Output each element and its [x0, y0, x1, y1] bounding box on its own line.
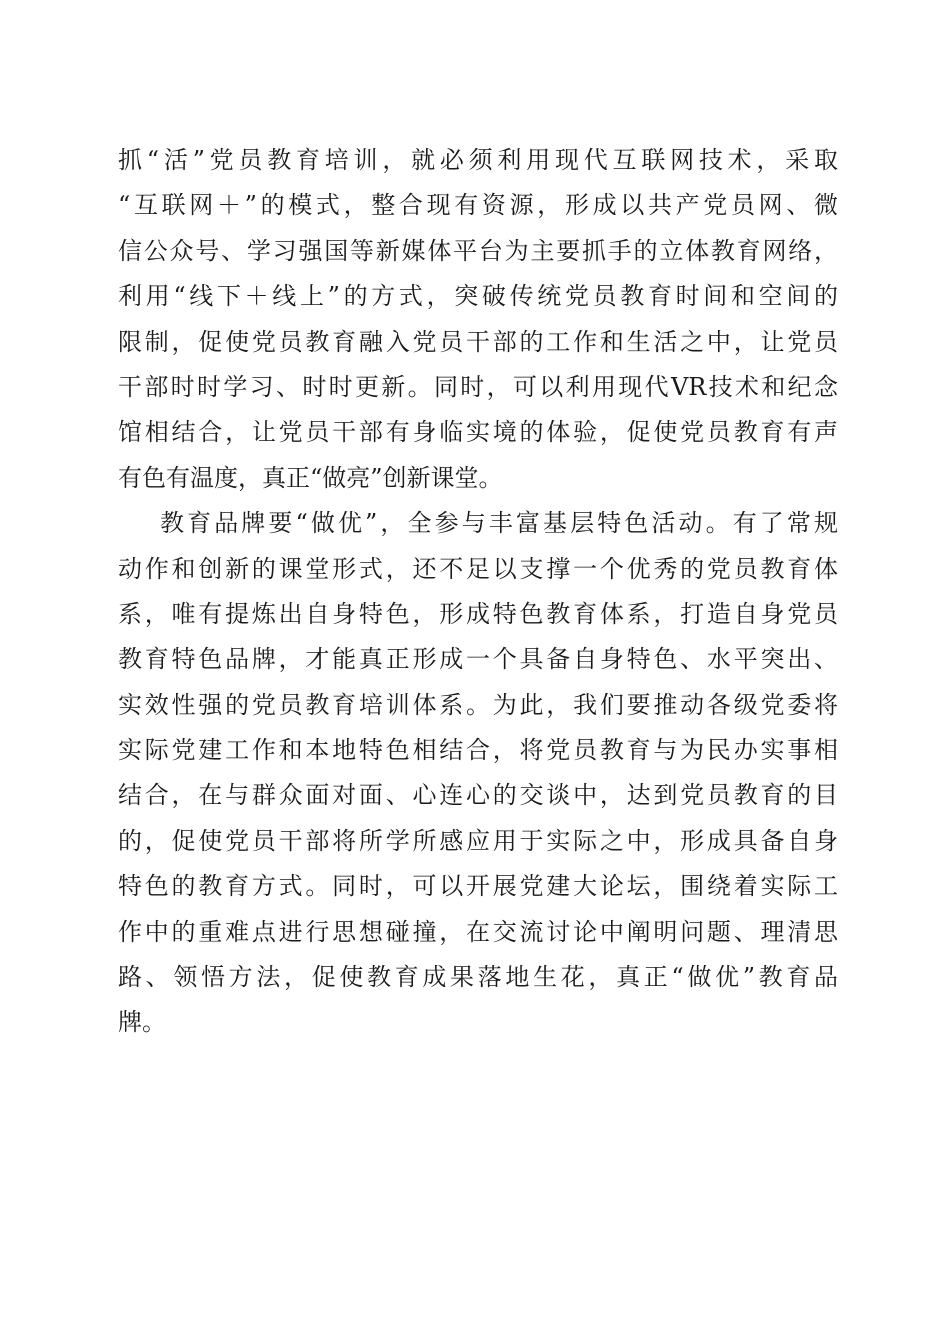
paragraph-line: 系，唯有提炼出自身特色，形成特色教育体系，打造自身党员 [118, 599, 838, 628]
paragraph-line: 作中的重难点进行思想碰撞，在交流讨论中阐明问题、理清思 [118, 917, 838, 946]
paragraph-line: 抓“活”党员教育培训，就必须利用现代互联网技术，采取 [118, 146, 838, 174]
paragraph-line: 信公众号、学习强国等新媒体平台为主要抓手的立体教育网络， [118, 236, 838, 265]
paragraph-line: 的，促使党员干部将所学所感应用于实际之中，形成具备自身 [118, 826, 838, 855]
paragraph-line: 利用“线下＋线上”的方式，突破传统党员教育时间和空间的 [118, 282, 838, 311]
paragraph-line: 实际党建工作和本地特色相结合，将党员教育与为民办实事相 [118, 736, 838, 765]
paragraph-line: “互联网＋”的模式，整合现有资源，形成以共产党员网、微 [118, 191, 838, 220]
paragraph-line: 特色的教育方式。同时，可以开展党建大论坛，围绕着实际工 [118, 872, 838, 901]
paragraph-1 [118, 138, 838, 501]
paragraph-2 [118, 501, 838, 1046]
paragraph-line: 馆相结合，让党员干部有身临实境的体验，促使党员教育有声 [118, 418, 838, 447]
paragraph-line: 教育特色品牌，才能真正形成一个具备自身特色、水平突出、 [118, 645, 838, 674]
paragraph-line: 结合，在与群众面对面、心连心的交谈中，达到党员教育的目 [118, 781, 838, 810]
paragraph-line: 教育品牌要“做优”，全参与丰富基层特色活动。有了常规 [160, 509, 838, 538]
paragraph-line: 路、领悟方法，促使教育成果落地生花，真正“做优”教育品 [118, 963, 838, 992]
paragraph-line: 牌。 [118, 1008, 166, 1037]
paragraph-line: 限制，促使党员教育融入党员干部的工作和生活之中，让党员 [118, 327, 838, 356]
body-text [118, 138, 838, 1046]
paragraph-line: 有色有温度，真正“做亮”创新课堂。 [118, 463, 503, 492]
paragraph-line: 实效性强的党员教育培训体系。为此，我们要推动各级党委将 [118, 690, 838, 719]
paragraph-line: 动作和创新的课堂形式，还不足以支撑一个优秀的党员教育体 [118, 554, 838, 583]
paragraph-line: 干部时时学习、时时更新。同时，可以利用现代VR技术和纪念 [118, 372, 838, 401]
